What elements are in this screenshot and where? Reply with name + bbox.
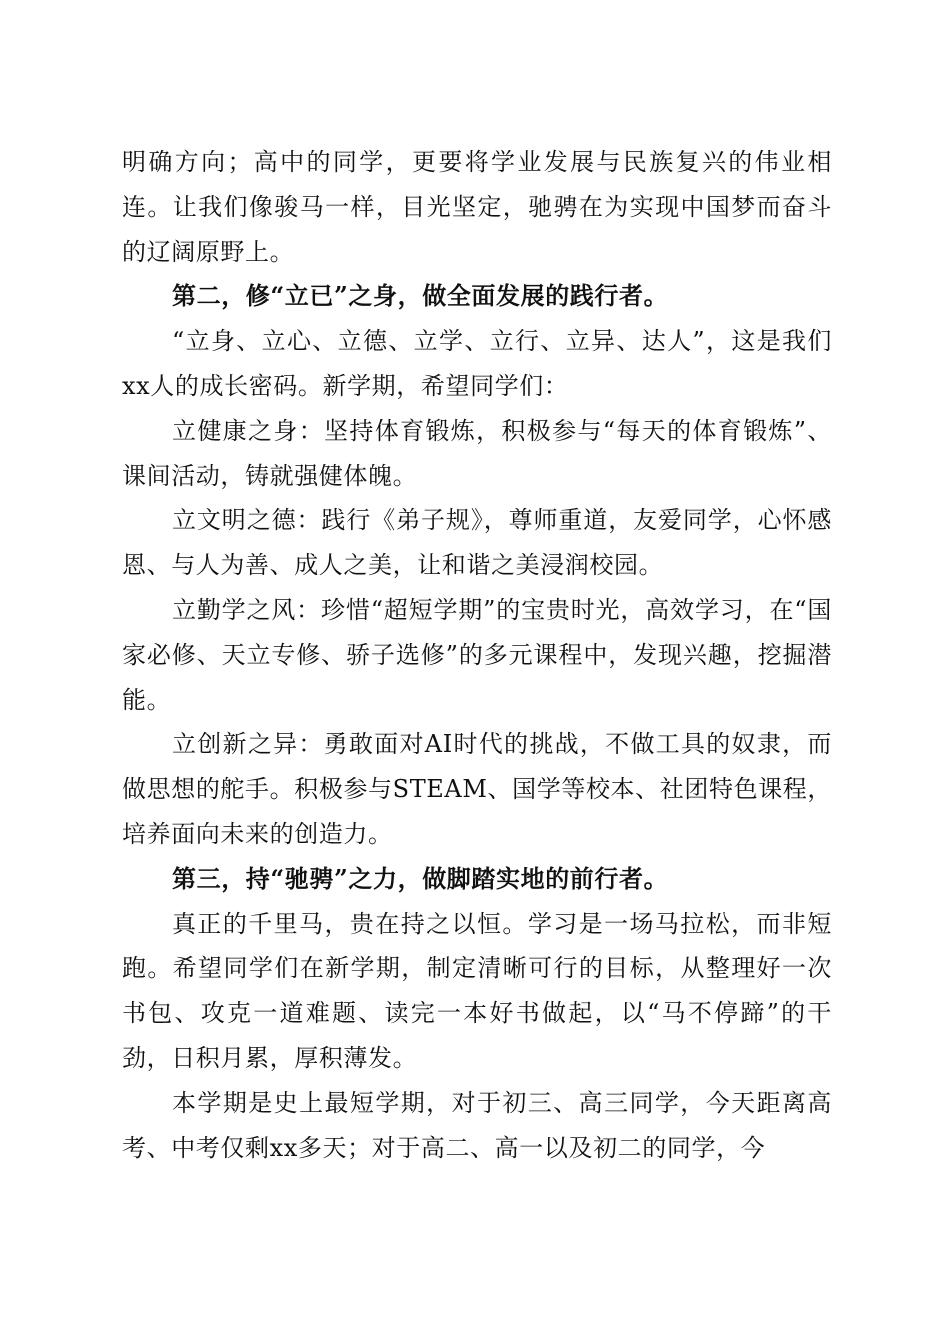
document-body [122,140,832,1170]
paragraph-perseverance: 真正的千里马，贵在持之以恒。学习是一场马拉松，而非短跑。希望同学们在新学期，制定清晰可行的目标，从整理好一次书包、攻克一道难题、读完一本好书做起，以“马不停蹄”的干劲，日积月累，厚积薄发。 [122,909,832,1072]
paragraph-study: 立勤学之风：珍惜“超短学期”的宝贵时光，高效学习，在“国家必修、天立专修、骄子选修”的多元课程中，发现兴趣，挖掘潜能。 [122,595,832,714]
paragraph-virtue: 立文明之德：践行《弟子规》，尊师重道，友爱同学，心怀感恩、与人为善、成人之美，让和谐之美浸润校园。 [122,506,832,580]
paragraph-continuation: 明确方向；高中的同学，更要将学业发展与民族复兴的伟业相连。让我们像骏马一样，目光坚定，驰骋在为实现中国梦而奋斗的辽阔原野上。 [122,148,832,266]
section-heading-2: 第二，修“立已”之身，做全面发展的践行者。 [172,281,669,311]
paragraph-health: 立健康之身：坚持体育锻炼，积极参与“每天的体育锻炼”、课间活动，铸就强健体魄。 [122,416,832,490]
paragraph-innovation: 立创新之异：勇敢面对AI时代的挑战，不做工具的奴隶，而做思想的舵手。积极参与STEAM、国学等校本、社团特色课程，培养面向未来的创造力。 [122,730,832,848]
section-heading-3: 第三，持“驰骋”之力，做脚踏实地的前行者。 [172,863,669,893]
paragraph-growth-code: “立身、立心、立德、立学、立行、立异、达人”，这是我们xx人的成长密码。新学期，希望同学们： [122,327,832,400]
paragraph-short-semester: 本学期是史上最短学期，对于初三、高三同学，今天距离高考、中考仅剩xx多天；对于高二、高一以及初二的同学，今 [122,1088,832,1162]
